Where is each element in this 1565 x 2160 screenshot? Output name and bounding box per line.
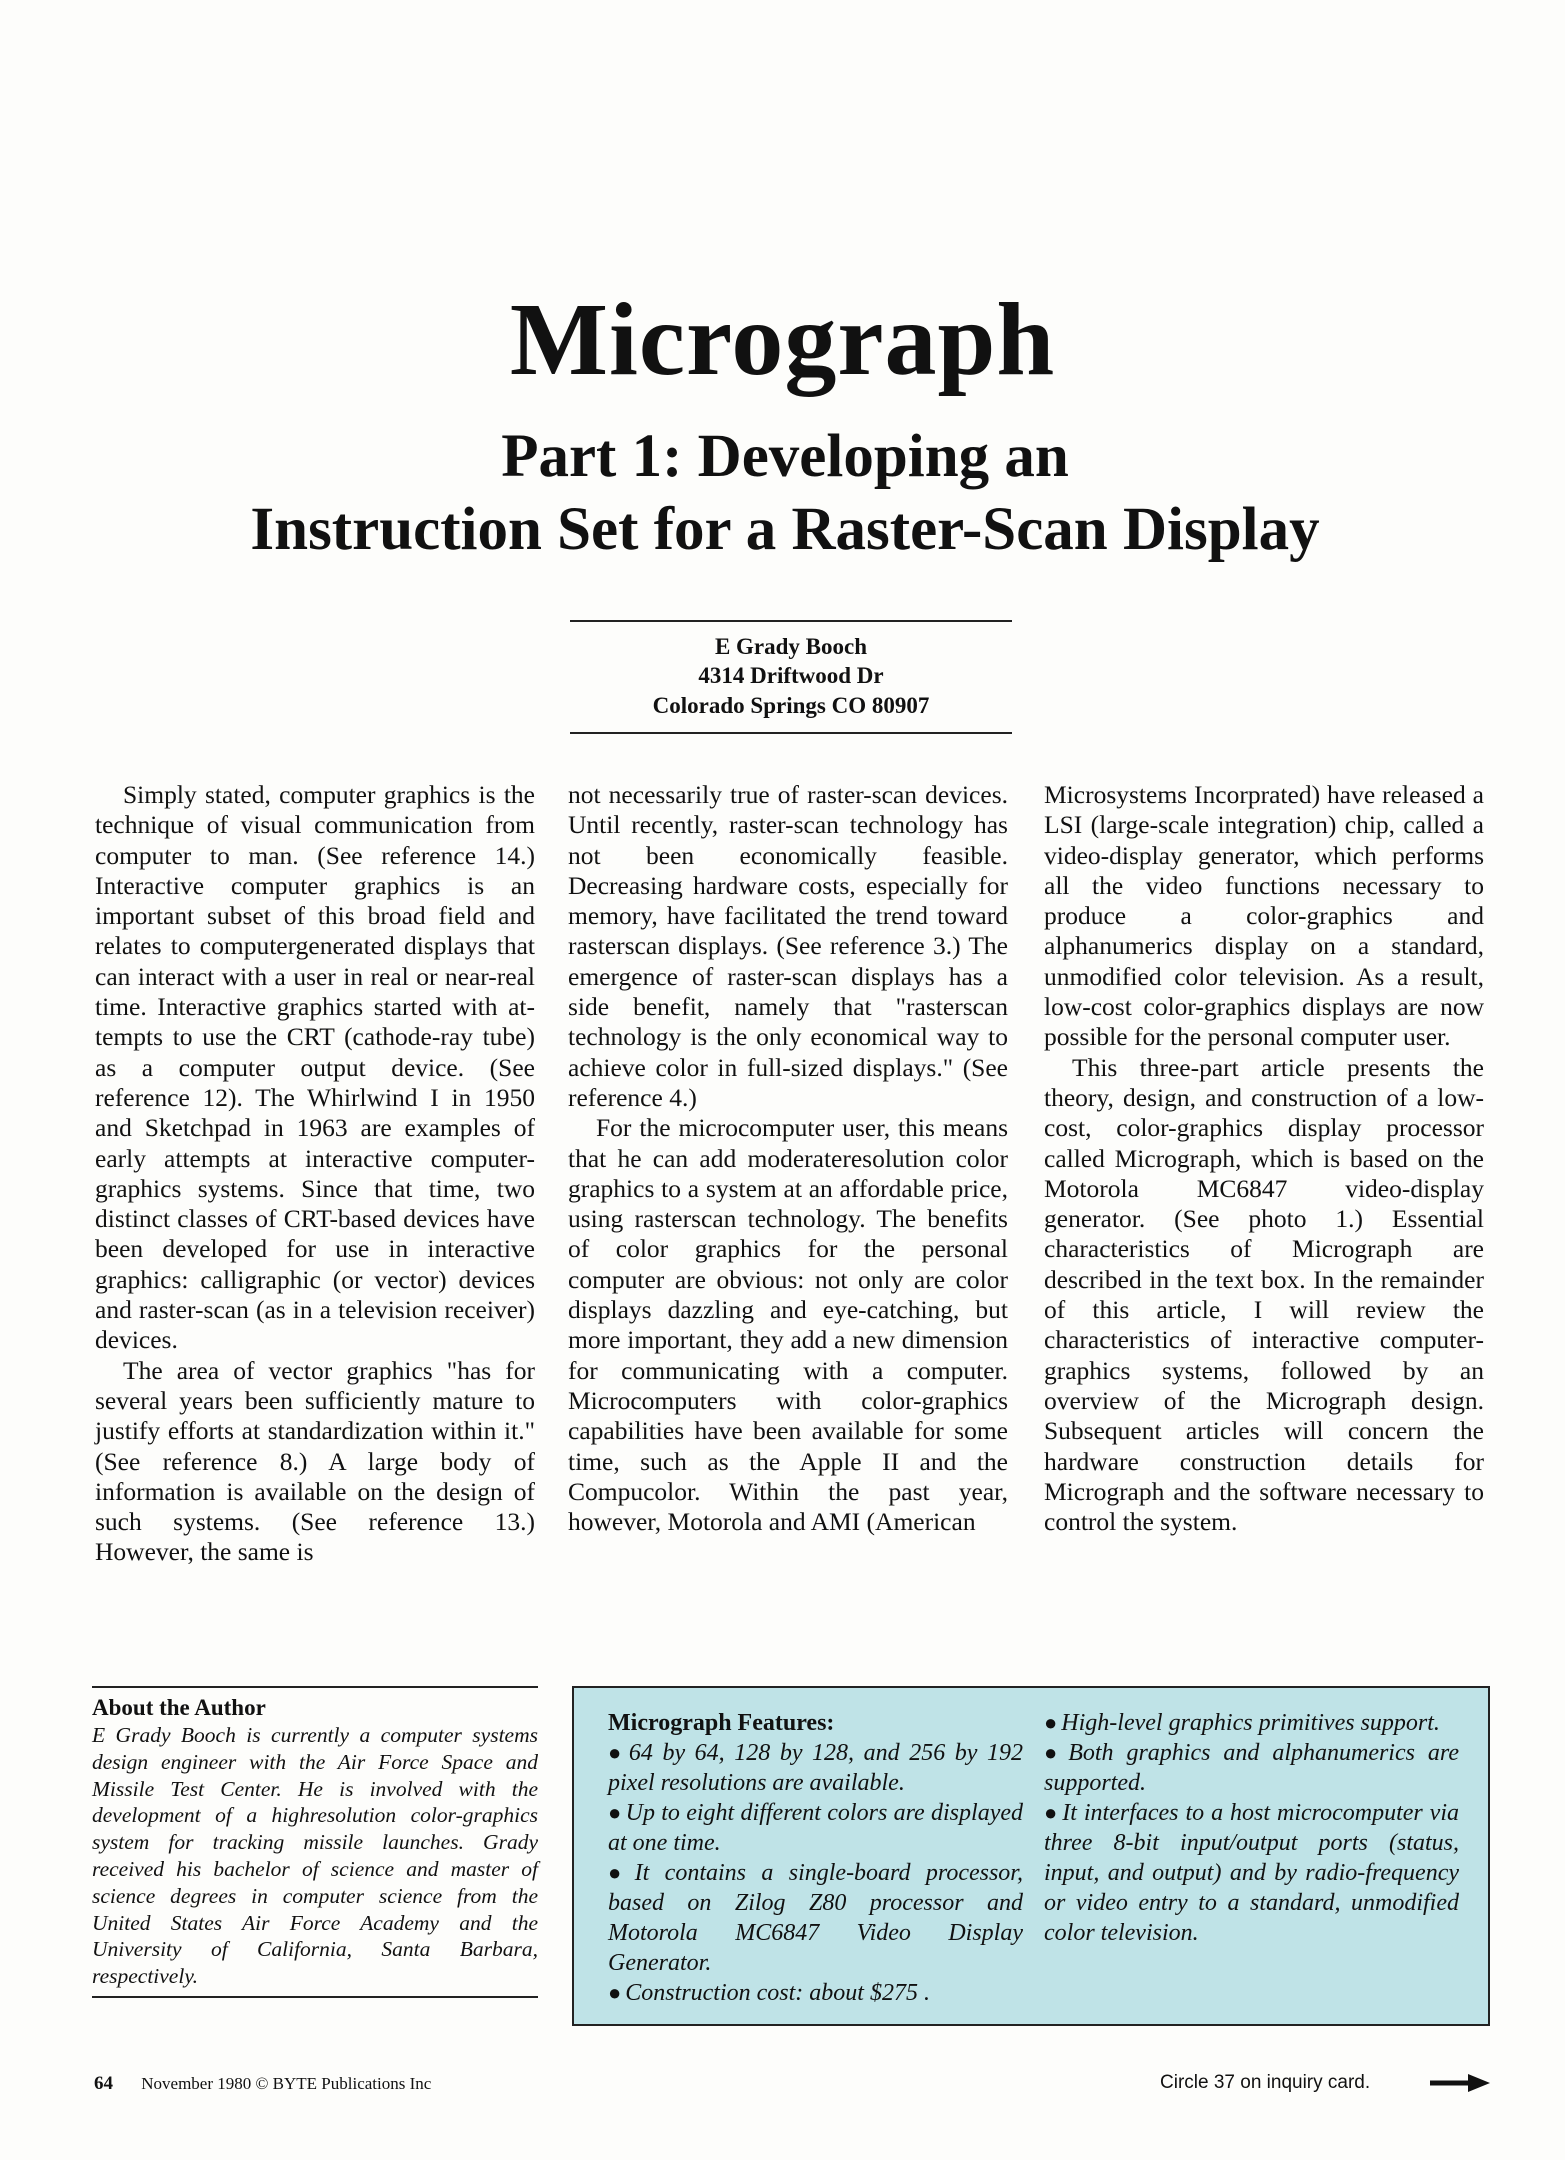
feature-item: ● High-level graphics primitives support. [1044,1710,1440,1736]
subtitle-line-2: Instruction Set for a Raster-Scan Display [250,496,1320,564]
bullet-icon: ● [608,1740,625,1765]
paragraph: This three-part article presents the theory, design, and construction of a low-cost, color-graphics display processor called Micrograph, which is based on the Motorola MC6847 video-display generator. (See photo 1.) Essential characteristics of Micrograph are described in the text box. In the remainder of this article, I will review the characteristics of interactive computer-graphics systems, followed by an overview of the Micrograph design. Subsequent articles will concern the hardware construction details for Micrograph and the software necessary to control the system. [1044,1052,1484,1537]
feature-item: ● Up to eight different colors are displayed at one time. [608,1800,1023,1856]
about-the-author [92,1686,538,1998]
paragraph: not necessarily true of raster-scan devices. Until recently, raster-scan technology has not been economically feasible. Decreasing hardware costs, especially for memory, have facilitated the trend toward rasterscan displays. (See reference 3.) The emergence of raster-scan displays has a side benefit, namely that "rasterscan technology is the only economical way to achieve color in full-sized displays." (See reference 4.) [568,780,1008,1112]
features-column-2 [1044,1708,1459,1948]
page-footer [94,2074,431,2094]
paragraph: For the microcomputer user, this means that he can add moderateresolution color graphics to a system at an affordable price, using rasterscan technology. The benefits of color graphics for the personal computer are obvious: not only are color displays dazzling and eye-catching, but more important, they add a new dimension for communicating with a computer. Microcomputers with color-graphics capabilities have been available for some time, such as the Apple II and the Compucolor. Within the past year, however, Motorola and AMI (American [568,1113,1008,1537]
feature-item: ● It contains a single-board processor, based on Zilog Z80 processor and Motorola MC6847 Video Display Generator. [608,1860,1023,1976]
bullet-icon: ● [608,1860,631,1885]
feature-item: ● It interfaces to a host microcomputer via three 8-bit input/output ports (status, input, and output) and by radio-frequency or video entry to a standard, unmodified color television. [1044,1800,1459,1946]
feature-item: ● Both graphics and alphanumerics are supported. [1044,1740,1459,1796]
article-subtitle [120,420,1450,566]
bullet-icon: ● [608,1800,622,1825]
subtitle-line-1: Part 1: Developing an [501,423,1069,490]
author-street: 4314 Driftwood Dr [698,663,884,689]
paragraph: Microsystems Incorprated) have released a LSI (large-scale integration) chip, called a video-display generator, which performs all the video functions necessary to produce a color-graphics and alphanumerics display on a standard, unmodified color television. As a result, low-cost color-graphics displays are now possible for the personal computer user. [1044,780,1484,1052]
publication-line: November 1980 © BYTE Publications Inc [141,2074,432,2093]
body-column-2 [568,780,1008,1537]
author-city: Colorado Springs CO 80907 [652,692,930,718]
body-column-1 [95,780,535,1568]
features-column-1 [608,1708,1023,2008]
inquiry-note: Circle 37 on inquiry card. [1160,2072,1371,2093]
paragraph: The area of vector graphics "has for several years been sufficiently mature to justify efforts at standardization within it." (See reference 8.) A large body of information is available on the design of such systems. (See reference 13.) However, the same is [95,1355,535,1567]
body-column-3 [1044,780,1484,1537]
bullet-icon: ● [1044,1710,1058,1735]
feature-item: ● 64 by 64, 128 by 128, and 256 by 192 pixel resolutions are available. [608,1740,1023,1796]
bullet-icon: ● [1044,1800,1059,1825]
paragraph: Simply stated, computer graphics is the technique of visual communication from computer to man. (See reference 14.) Interactive computer graphics is an important subset of this broad field and relates to computergenerated displays that can interact with a user in real or near-real time. Interactive graphics started with attempts to use the CRT (cathode-ray tube) as a computer output device. (See reference 12). The Whirlwind I in 1950 and Sketchpad in 1963 are examples of early attempts at interactive computer-graphics systems. Since that time, two distinct classes of CRT-based devices have been developed for use in interactive graphics: calligraphic (or vector) devices and raster-scan (as in a television receiver) devices. [95,780,535,1355]
bullet-icon: ● [608,1980,622,2005]
byline [570,620,1012,734]
features-box [572,1686,1490,2026]
article-title: Micrograph [509,282,1056,397]
right-arrow-icon [1430,2072,1490,2094]
about-text: E Grady Booch is currently a computer systems design engineer with the Air Force Space and Missile Test Center. He is involved with the development of a highresolution color-graphics system for tracking missile launches. Grady received his bachelor of science and master of science degrees in computer science from the United States Air Force Academy and the University of California, Santa Barbara, respectively. [92,1723,538,1989]
feature-item: ● Construction cost: about $275 . [608,1980,930,2006]
author-name: E Grady Booch [714,634,868,659]
about-heading: About the Author [92,1695,266,1720]
bullet-icon: ● [1044,1740,1065,1765]
features-heading: Micrograph Features: [608,1710,835,1736]
page-number: 64 [94,2073,113,2094]
